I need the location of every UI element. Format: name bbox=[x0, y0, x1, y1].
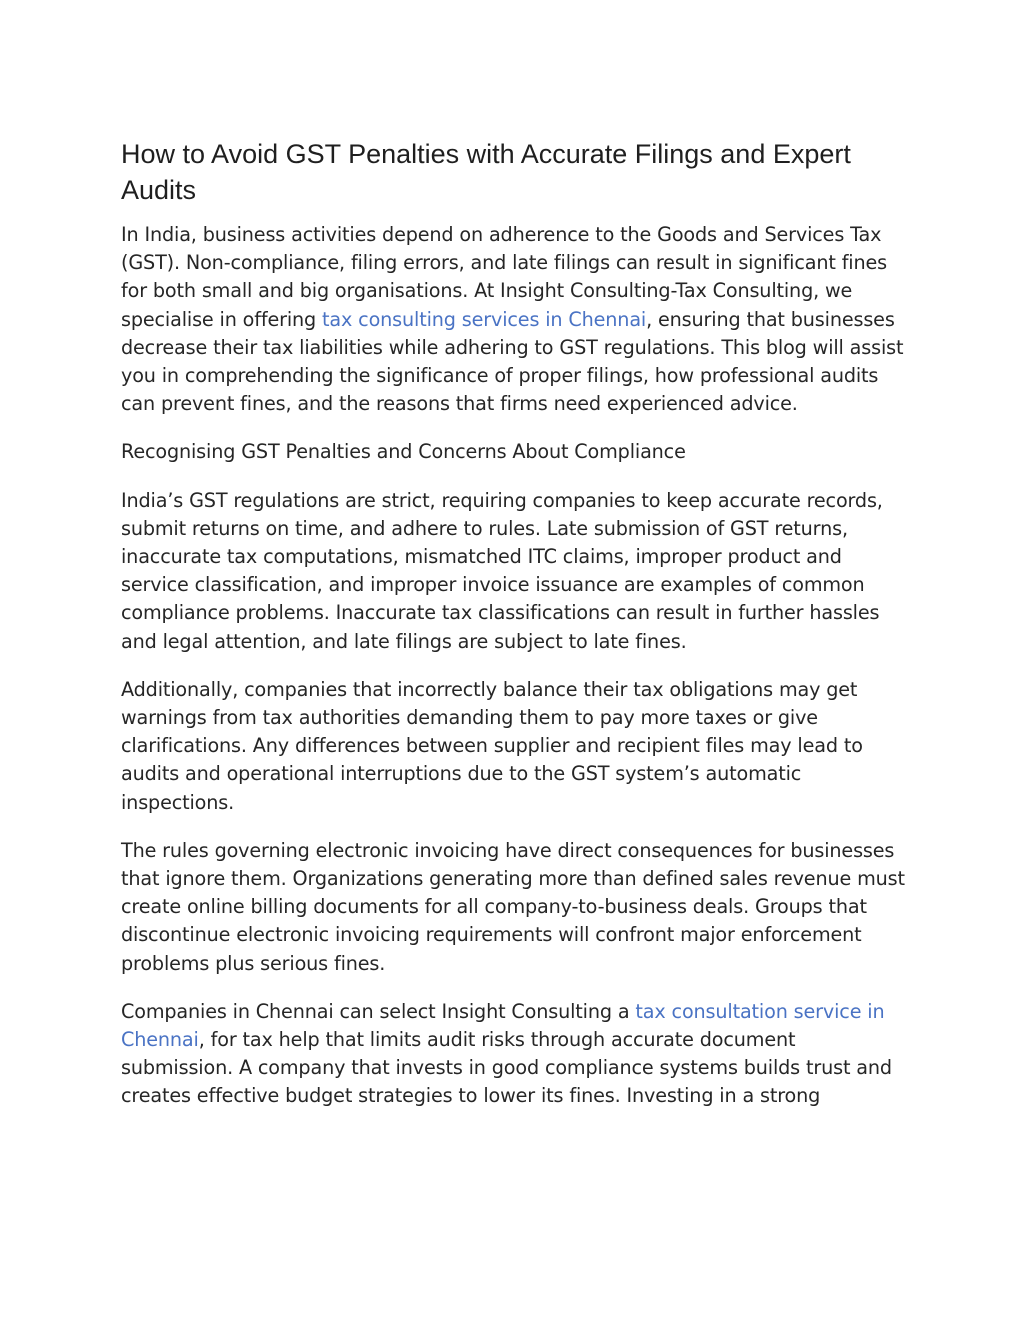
document-body bbox=[121, 136, 911, 1131]
chennai-text-after-link: , for tax help that limits audit risks through accurate document submission. A company that invests in good compliance systems builds trust and creates effective budget strategies to lower its fines. Investing in a strong bbox=[121, 1028, 892, 1108]
page-title: How to Avoid GST Penalties with Accurate Filings and Expert Audits bbox=[121, 139, 851, 205]
section-subheading: Recognising GST Penalties and Concerns About Compliance bbox=[121, 440, 686, 464]
intro-paragraph bbox=[121, 221, 911, 418]
intro-text-before-link: In India, business activities depend on adherence to the Goods and Services Tax (GST). Non-compliance, filing errors, and late filings can result in significant fines for both small and big organisations. At Insight Consulting-Tax Consulting, we specialise in offering bbox=[121, 223, 888, 331]
tax-authority-warnings-paragraph: Additionally, companies that incorrectly balance their tax obligations may get warnings from tax authorities demanding them to pay more taxes or give clarifications. Any differences between supplier and recipient files may lead to audits and operational interruptions due to the GST system’s automatic inspections. bbox=[121, 677, 863, 814]
chennai-consulting-paragraph bbox=[121, 998, 911, 1111]
e-invoicing-paragraph: The rules governing electronic invoicing have direct consequences for businesses that ignore them. Organizations generating more than defined sales revenue must create online billing documents for all company-to-business deals. Groups that discontinue electronic invoicing requirements will confront major enforcement problems plus serious fines. bbox=[121, 838, 905, 975]
intro-text-after-link: , ensuring that businesses decrease their tax liabilities while adhering to GST regulations. This blog will assist you in comprehending the significance of proper filings, how professional audits can prevent fines, and the reasons that firms need experienced advice. bbox=[121, 307, 904, 416]
compliance-problems-paragraph: India’s GST regulations are strict, requiring companies to keep accurate records, submit returns on time, and adhere to rules. Late submission of GST returns, inaccurate tax computations, mismatched ITC claims, improper product and service classification, and improper invoice issuance are examples of common compliance problems. Inaccurate tax classifications can result in further hassles and legal attention, and late filings are subject to late fines. bbox=[121, 488, 883, 653]
tax-consulting-services-link[interactable]: tax consulting services in Chennai bbox=[322, 307, 647, 331]
chennai-text-before-link: Companies in Chennai can select Insight Consulting a bbox=[121, 999, 636, 1023]
tax-consultation-service-link[interactable]: tax consultation service in Chennai bbox=[121, 999, 885, 1052]
